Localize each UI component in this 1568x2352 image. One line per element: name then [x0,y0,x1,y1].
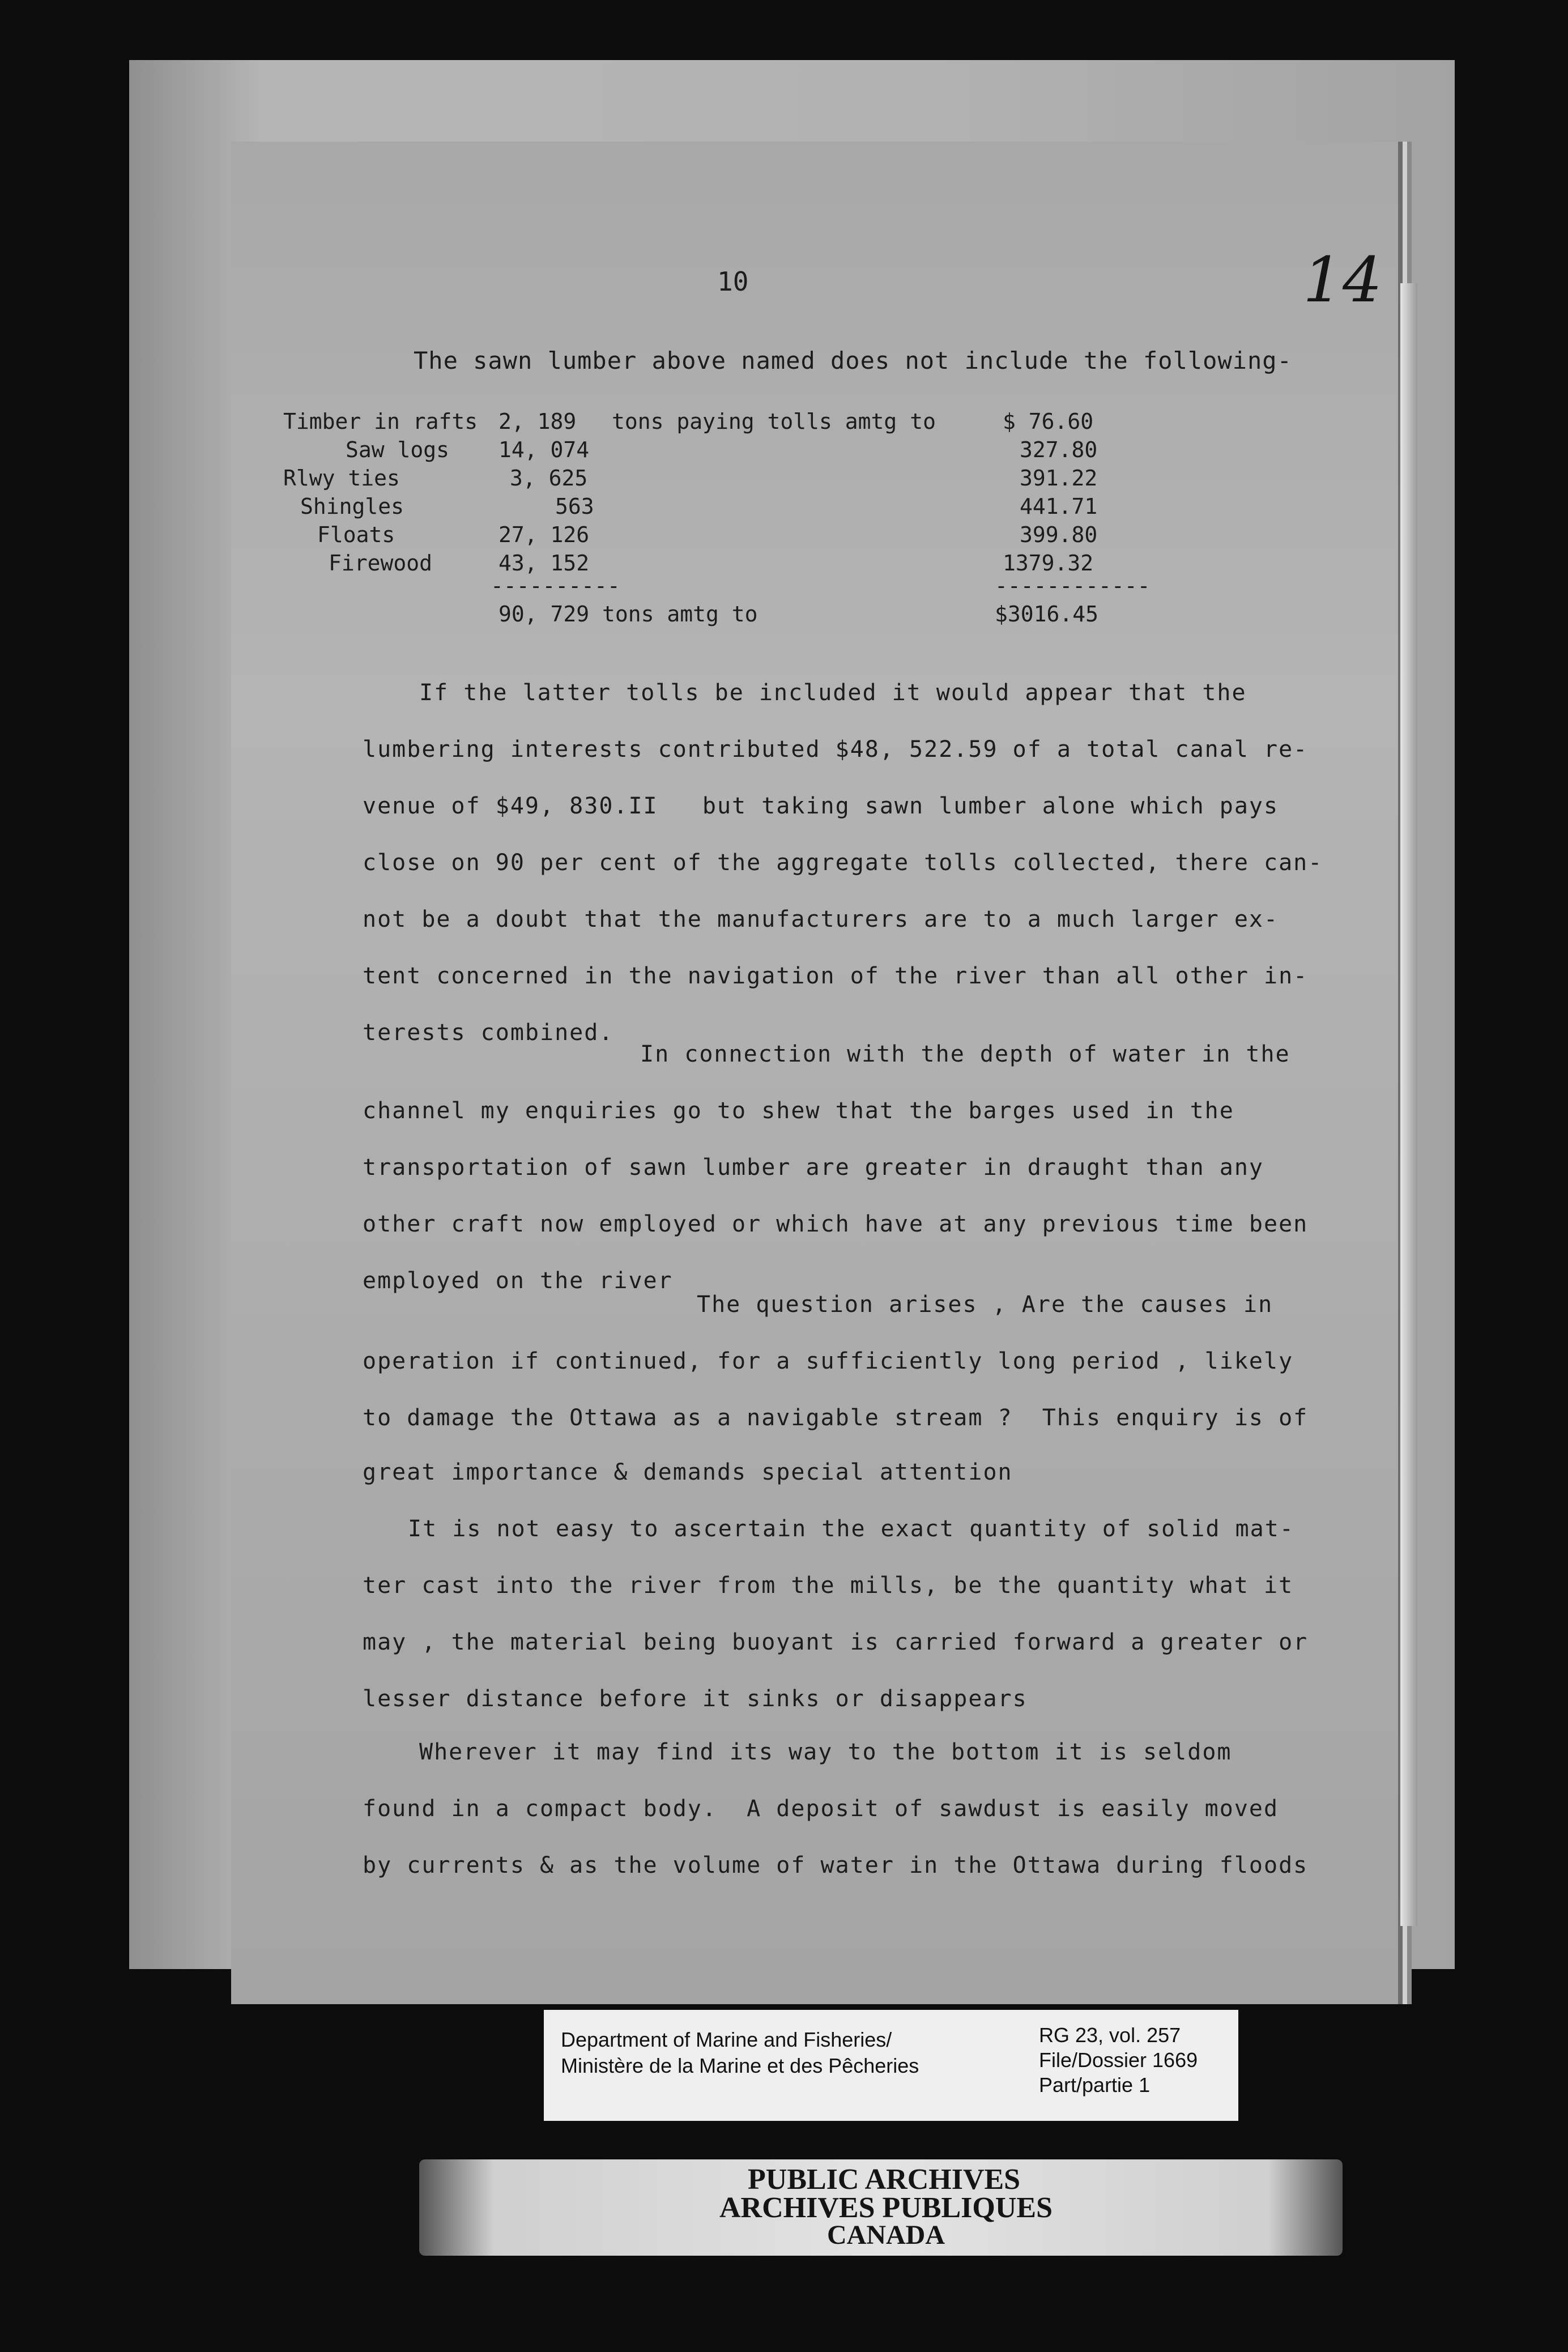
body-line: other craft now employed or which have at any previous time been [363,1211,1309,1237]
body-line: Wherever it may find its way to the bottom it is seldom [419,1739,1232,1765]
intro-line: The sawn lumber above named does not include the following- [414,347,1292,374]
body-line: In connection with the depth of water in the [640,1041,1290,1067]
body-line: employed on the river [363,1268,673,1294]
table-rule-right: ------------ [995,573,1151,598]
stamp-line-2: ARCHIVES PUBLIQUES [719,2192,1053,2224]
label-file: File/Dossier 1669 [1039,2048,1198,2072]
row-tons: 43, 152 [498,551,590,576]
label-rg: RG 23, vol. 257 [1039,2023,1181,2047]
row-tons: 2, 189 [498,409,577,434]
body-line: great importance & demands special attention [363,1459,1013,1485]
row-item: Saw logs [346,437,450,462]
table-total-tons: 90, 729 tons amtg to [498,602,758,627]
body-line: operation if continued, for a sufficiently long period , likely [363,1348,1294,1374]
row-item: Floats [317,522,395,547]
row-item: Timber in rafts [283,409,478,434]
row-tons: 563 [555,494,594,519]
body-line: may , the material being buoyant is carried forward a greater or [363,1629,1309,1655]
stamp-line-3: CANADA [827,2220,945,2250]
row-amount: 1379.32 [1003,551,1094,576]
body-line: not be a doubt that the manufacturers are to a much larger ex- [363,906,1279,932]
row-amount: $ 76.60 [1003,409,1094,434]
body-line: found in a compact body. A deposit of sawdust is easily moved [363,1796,1279,1822]
body-line: to damage the Ottawa as a navigable stream ? This enquiry is of [363,1405,1309,1431]
row-item: Rlwy ties [283,466,400,491]
body-line: transportation of sawn lumber are greater in draught than any [363,1154,1264,1181]
row-note: tons paying tolls amtg to [612,409,936,434]
label-part: Part/partie 1 [1039,2073,1151,2097]
body-line: ter cast into the river from the mills, be the quantity what it [363,1573,1294,1599]
page-edge [1400,283,1417,1926]
row-amount: 327.80 [1020,437,1098,462]
body-line: The question arises , Are the causes in [697,1292,1273,1318]
row-amount: 399.80 [1020,522,1098,547]
page-number: 10 [717,266,749,297]
body-line: lesser distance before it sinks or disappears [363,1686,1028,1712]
row-item: Firewood [329,551,433,576]
row-tons: 3, 625 [510,466,588,491]
body-line: lumbering interests contributed $48, 522.59 of a total canal re- [363,736,1309,762]
body-line: venue of $49, 830.II but taking sawn lumber alone which pays [363,793,1279,819]
body-line: close on 90 per cent of the aggregate tolls collected, there can- [363,850,1323,876]
body-line: If the latter tolls be included it would appear that the [419,680,1247,706]
row-amount: 391.22 [1020,466,1098,491]
body-line: terests combined. [363,1020,614,1046]
body-line: tent concerned in the navigation of the river than all other in- [363,963,1309,989]
body-line: by currents & as the volume of water in the Ottawa during floods [363,1852,1309,1878]
stamp-line-1: PUBLIC ARCHIVES [748,2163,1021,2196]
row-amount: 441.71 [1020,494,1098,519]
table-total-amount: $3016.45 [995,602,1099,627]
body-line: It is not easy to ascertain the exact quantity of solid mat- [408,1516,1294,1542]
table-rule-left: ---------- [491,573,620,598]
row-item: Shingles [300,494,404,519]
row-tons: 14, 074 [498,437,590,462]
body-line: channel my enquiries go to shew that the barges used in the [363,1098,1234,1124]
label-dept-fr: Ministère de la Marine et des Pêcheries [561,2054,919,2077]
folio-number: 14 [1303,244,1382,316]
row-tons: 27, 126 [498,522,590,547]
label-dept-en: Department of Marine and Fisheries/ [561,2028,892,2051]
